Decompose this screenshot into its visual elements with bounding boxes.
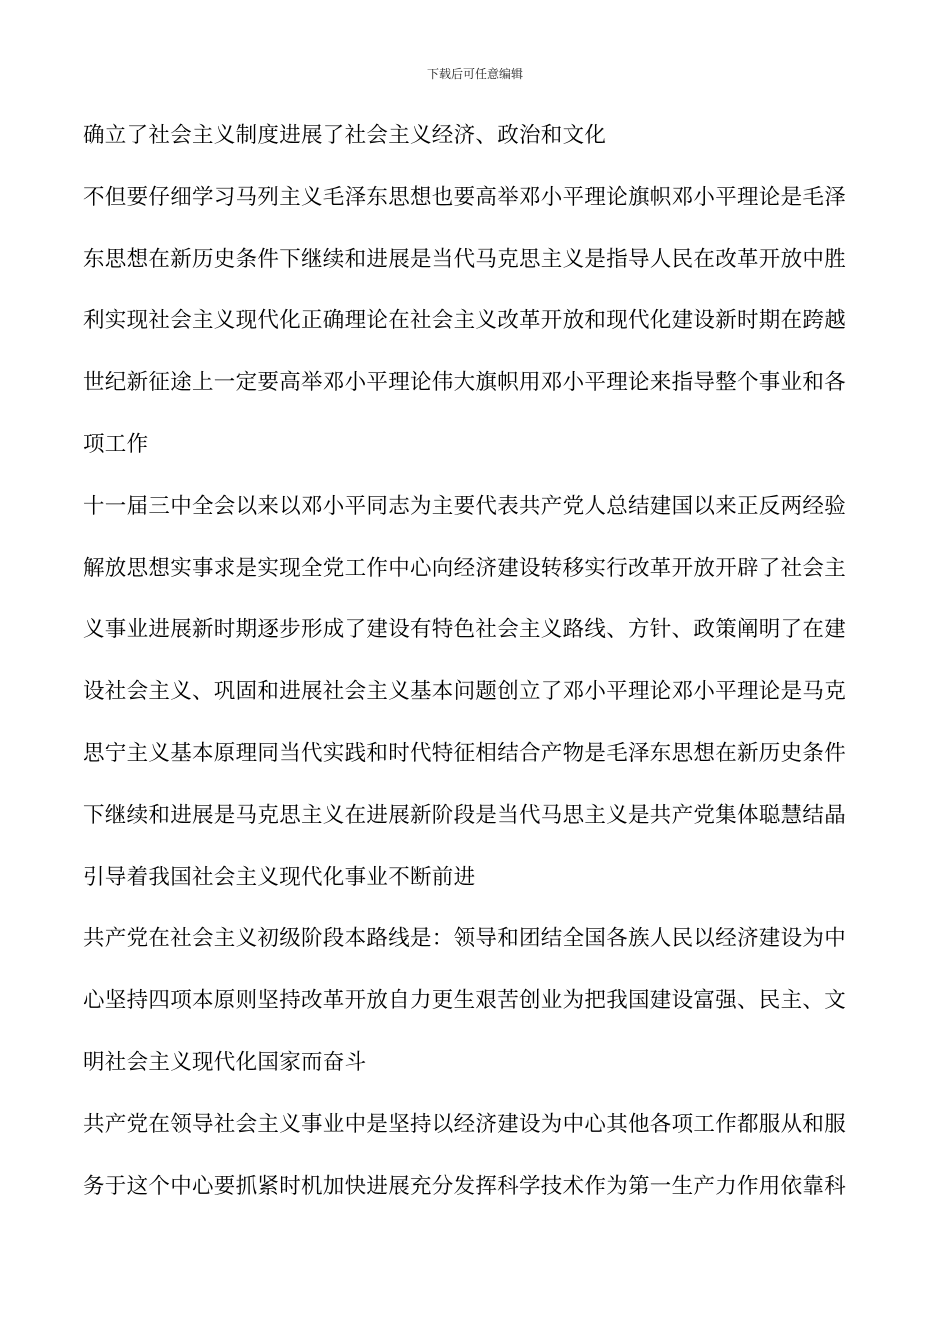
text-line: 下继续和进展是马克思主义在进展新阶段是当代马思主义是共产党集体聪慧结晶 xyxy=(83,802,847,828)
text-line: 共产党在社会主义初级阶段本路线是：领导和团结全国各族人民以经济建设为中 xyxy=(83,926,847,952)
text-line: 世纪新征途上一定要高举邓小平理论伟大旗帜用邓小平理论来指导整个事业和各 xyxy=(83,370,847,396)
text-line: 不但要仔细学习马列主义毛泽东思想也要高举邓小平理论旗帜邓小平理论是毛泽 xyxy=(83,184,847,210)
text-line: 明社会主义现代化国家而奋斗 xyxy=(83,1049,367,1075)
text-line: 共产党在领导社会主义事业中是坚持以经济建设为中心其他各项工作都服从和服 xyxy=(83,1111,847,1137)
text-line: 心坚持四项本原则坚持改革开放自力更生艰苦创业为把我国建设富强、民主、文 xyxy=(83,988,847,1014)
text-line: 项工作 xyxy=(83,431,149,457)
text-line: 务于这个中心要抓紧时机加快进展充分发挥科学技术作为第一生产力作用依靠科 xyxy=(83,1173,847,1199)
text-line: 义事业进展新时期逐步形成了建设有特色社会主义路线、方针、政策阐明了在建 xyxy=(83,617,847,643)
text-line: 利实现社会主义现代化正确理论在社会主义改革开放和现代化建设新时期在跨越 xyxy=(83,308,847,334)
text-line: 东思想在新历史条件下继续和进展是当代马克思主义是指导人民在改革开放中胜 xyxy=(83,246,847,272)
page-header: 下载后可任意编辑 xyxy=(426,67,523,81)
document-body xyxy=(83,112,867,1224)
text-line: 十一届三中全会以来以邓小平同志为主要代表共产党人总结建国以来正反两经验 xyxy=(83,493,847,519)
text-line: 设社会主义、巩固和进展社会主义基本问题创立了邓小平理论邓小平理论是马克 xyxy=(83,679,847,705)
text-line: 确立了社会主义制度进展了社会主义经济、政治和文化 xyxy=(83,123,607,148)
text-line: 思宁主义基本原理同当代实践和时代特征相结合产物是毛泽东思想在新历史条件 xyxy=(83,740,847,766)
text-line: 引导着我国社会主义现代化事业不断前进 xyxy=(83,864,476,890)
text-line: 解放思想实事求是实现全党工作中心向经济建设转移实行改革开放开辟了社会主 xyxy=(83,555,847,581)
